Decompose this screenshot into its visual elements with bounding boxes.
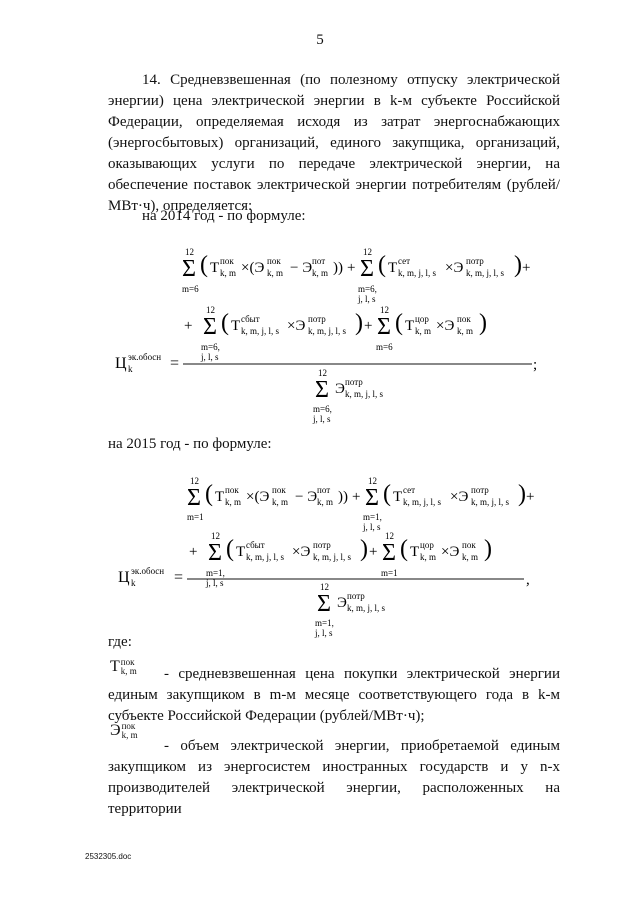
formula-symbol: k, m: [267, 268, 284, 278]
formula-sumtop: 12: [363, 247, 372, 257]
formula-symbol: − Э: [295, 489, 318, 505]
formula-symbol: пот: [317, 485, 331, 495]
formula-symbol: +: [189, 544, 198, 560]
formula-symbol: (: [221, 310, 229, 336]
formula-m6: m=6: [376, 342, 393, 352]
formula-jls: j, l, s: [201, 352, 219, 362]
formula-symbol: ): [518, 481, 526, 507]
formula-symbol: ×Э: [436, 318, 455, 334]
formula-symbol: (: [400, 536, 408, 562]
def1-symbol-base: Т: [110, 658, 120, 675]
formula-symbol: пот: [312, 256, 326, 266]
formula-sumtop: 12: [206, 305, 215, 315]
formula-m1c: m=1,: [315, 618, 334, 628]
formula-symbol: Σ: [187, 485, 201, 511]
def2-symbol-base: Э: [110, 722, 121, 739]
formula-symbol: k, m: [457, 326, 474, 336]
section-14-paragraph: 14. Средневзвешенная (по полезному отпуску электрической энергии) цена электрической энергии в k-м субъекте Российской Федерации, определяемая исходя из затрат энергоснабжающих (энергосбытовых) организаций, единого закупщика, организаций, оказывающих услуги по передаче электрической энергии, на обеспечение поставок электрической энергии потребителям (рублей/МВт·ч), определяется:: [108, 72, 560, 214]
formula-lhs-base: Ц: [115, 355, 127, 372]
formula-symbol: (: [200, 252, 208, 278]
formula-symbol: пок: [272, 485, 286, 495]
def2-text: - объем электрической энергии, приобретаемой единым закупщиком из энергосистем иностранных государств и у n-х производителей электрической энергии, расположенных на территории: [108, 738, 560, 817]
formula-symbol: k, m, j, l, s: [313, 552, 352, 562]
formula-symbol: Т: [405, 318, 415, 334]
formula-symbol: (: [226, 536, 234, 562]
year-2014-intro: на 2014 год - по формуле:: [142, 208, 306, 224]
formula-symbol: k, m, j, l, s: [466, 268, 505, 278]
formula-m6c: m=6,: [358, 284, 377, 294]
formula-symbol: +: [369, 544, 378, 560]
formula-symbol: Σ: [377, 314, 391, 340]
formula-symbol: ): [360, 536, 368, 562]
formula-symbol: k, m: [272, 497, 289, 507]
formula-jls: j, l, s: [358, 294, 376, 304]
formula-m1: m=1: [381, 568, 398, 578]
formula-2015-denominator: [314, 582, 386, 638]
formula-jls: j, l, s: [363, 522, 381, 532]
formula-symbol: пок: [220, 256, 234, 266]
formula-m6: m=6: [182, 284, 199, 294]
formula-symbol: цор: [420, 540, 434, 550]
formula-lhs-sub: k: [128, 364, 133, 374]
formula-2015-lhs: [118, 566, 183, 588]
formula-symbol: пок: [457, 314, 471, 324]
formula-symbol: Т: [215, 489, 225, 505]
formula-symbol: ×Э: [292, 544, 311, 560]
formula-symbol: ×Э: [441, 544, 460, 560]
formula-symbol: Т: [393, 489, 403, 505]
formula-symbol: потр: [313, 540, 331, 550]
formula-jls: j, l, s: [315, 628, 333, 638]
formula-symbol: Σ: [382, 540, 396, 566]
formula-symbol: Т: [210, 260, 220, 276]
formula-symbol: Т: [410, 544, 420, 560]
formula-symbol: сет: [398, 256, 411, 266]
formula-jls: j, l, s: [313, 414, 331, 424]
formula-symbol: k, m: [420, 552, 437, 562]
formula-symbol: k, m, j, l, s: [246, 552, 285, 562]
formula-symbol: ×(Э: [246, 489, 270, 505]
formula-sumtop: 12: [320, 582, 329, 592]
formula-jls: j, l, s: [206, 578, 224, 588]
page-number: 5: [316, 32, 324, 48]
formula-symbol: =: [170, 355, 180, 372]
formula-symbol: Σ: [360, 256, 374, 282]
formula-symbol: )): [333, 260, 343, 276]
formula-symbol: ×Э: [287, 318, 306, 334]
formula-symbol: потр: [347, 591, 365, 601]
formula-m1: m=1: [187, 512, 204, 522]
formula-sumtop: 12: [211, 531, 220, 541]
formula-symbol: k, m: [415, 326, 432, 336]
formula-symbol: Э: [335, 381, 345, 397]
formula-lhs-base: Ц: [118, 569, 130, 586]
formula-symbol: ): [484, 536, 492, 562]
formula-symbol: ×Э: [445, 260, 464, 276]
formula-symbol: Т: [236, 544, 246, 560]
formula-symbol: k, m, j, l, s: [308, 326, 347, 336]
where-label: где:: [108, 634, 132, 650]
formula-symbol: Σ: [315, 377, 329, 403]
formula-symbol: (: [378, 252, 386, 278]
formula-symbol: ×Э: [450, 489, 469, 505]
formula-symbol: пок: [462, 540, 476, 550]
formula-lhs-sup: эк.обосн: [131, 566, 165, 576]
formula-symbol: сет: [403, 485, 416, 495]
formula-symbol: (: [383, 481, 391, 507]
def1-symbol-sup: пок: [120, 657, 135, 668]
formula-symbol: Т: [231, 318, 241, 334]
footer-doc-name: 2532305.doc: [85, 852, 132, 861]
formula-m6c: m=6,: [313, 404, 332, 414]
formula-symbol: Σ: [182, 256, 196, 282]
formula-symbol: +: [526, 489, 535, 505]
formula-symbol: )): [338, 489, 348, 505]
formula-symbol: =: [174, 569, 184, 586]
formula-symbol: Σ: [203, 314, 217, 340]
formula-sumtop: 12: [385, 531, 394, 541]
def2-symbol-sub: k, m: [121, 730, 138, 741]
formula-symbol: пок: [225, 485, 239, 495]
formula-symbol: +: [352, 489, 361, 505]
formula-symbol: ): [514, 252, 522, 278]
formula-lhs-sup: эк.обосн: [128, 352, 162, 362]
formula-symbol: k, m, j, l, s: [345, 389, 384, 399]
formula-sumtop: 12: [185, 247, 194, 257]
formula-symbol: +: [347, 260, 356, 276]
formula-symbol: k, m, j, l, s: [241, 326, 280, 336]
formula-symbol: k, m, j, l, s: [398, 268, 437, 278]
formula-symbol: потр: [471, 485, 489, 495]
formula-symbol: ): [479, 310, 487, 336]
formula-symbol: Σ: [208, 540, 222, 566]
formula-sumtop: 12: [190, 476, 199, 486]
formula-symbol: ): [355, 310, 363, 336]
formula-symbol: ×(Э: [241, 260, 265, 276]
formula-symbol: k, m: [312, 268, 329, 278]
formula-lhs-sub: k: [131, 578, 136, 588]
formula-symbol: k, m, j, l, s: [471, 497, 510, 507]
formula-symbol: сбыт: [246, 540, 265, 550]
formula-end2014: ;: [533, 357, 538, 373]
def1-text: - средневзвешенная цена покупки электрической энергии единым закупщиком в m-м месяце соответствующего года в k-м субъекте Российской Федерации (рублей/МВт·ч);: [108, 666, 560, 724]
formula-sumtop: 12: [380, 305, 389, 315]
formula-symbol: сбыт: [241, 314, 260, 324]
formula-end2015: ,: [526, 572, 530, 588]
formula-symbol: Э: [337, 595, 347, 611]
def1-symbol-sub: k, m: [120, 666, 137, 677]
formula-symbol: +: [184, 318, 193, 334]
formula-symbol: +: [522, 260, 531, 276]
formula-symbol: k, m: [462, 552, 479, 562]
formula-sumtop: 12: [368, 476, 377, 486]
formula-symbol: Т: [388, 260, 398, 276]
formula-symbol: цор: [415, 314, 429, 324]
formula-symbol: +: [364, 318, 373, 334]
formula-m1c: m=1,: [206, 568, 225, 578]
formula-symbol: (: [395, 310, 403, 336]
formula-symbol: k, m: [225, 497, 242, 507]
formula-symbol: k, m: [317, 497, 334, 507]
formula-symbol: k, m, j, l, s: [403, 497, 442, 507]
def2-symbol-sup: пок: [121, 721, 136, 732]
year-2015-intro: на 2015 год - по формуле:: [108, 436, 272, 452]
formula-symbol: Σ: [317, 591, 331, 617]
formula-2015-numerator-line1: [187, 476, 534, 532]
formula-symbol: − Э: [290, 260, 313, 276]
formula-symbol: потр: [466, 256, 484, 266]
formula-symbol: k, m: [220, 268, 237, 278]
formula-symbol: Σ: [365, 485, 379, 511]
formula-symbol: потр: [345, 377, 363, 387]
formula-sumtop: 12: [318, 368, 327, 378]
formula-symbol: потр: [308, 314, 326, 324]
formula-symbol: (: [205, 481, 213, 507]
formula-symbol: пок: [267, 256, 281, 266]
formula-symbol: k, m, j, l, s: [347, 603, 386, 613]
formula-m6c: m=6,: [201, 342, 220, 352]
formula-m1c: m=1,: [363, 512, 382, 522]
